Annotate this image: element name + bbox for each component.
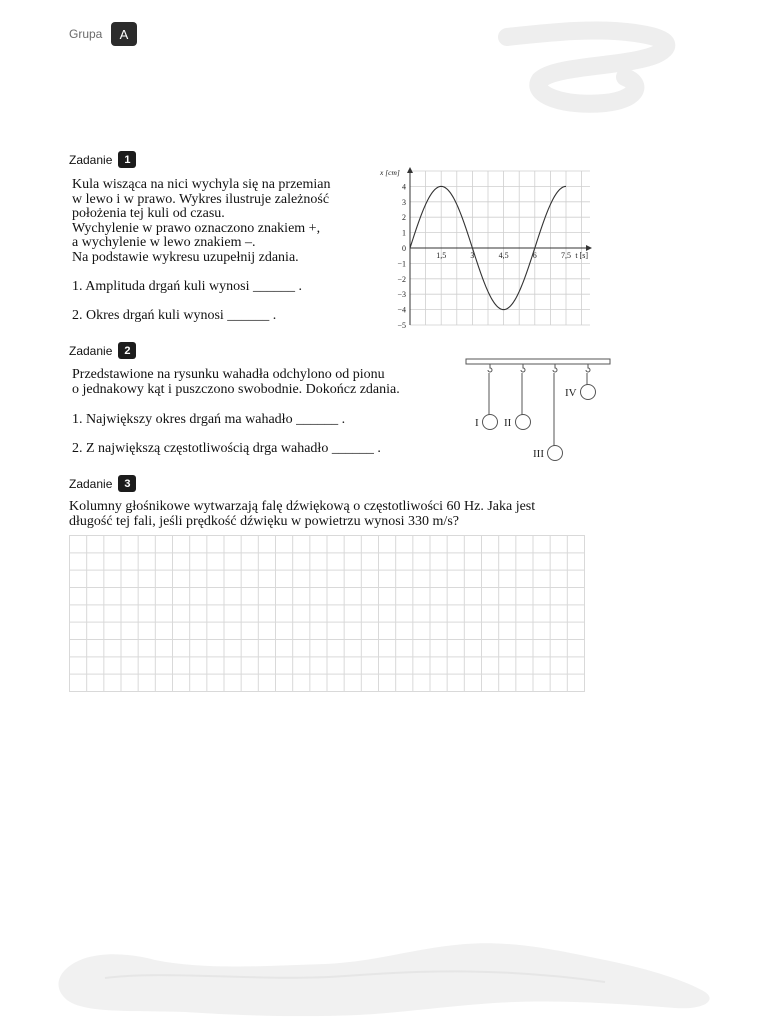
- y-tick-label: 1: [402, 228, 406, 238]
- pendulum-label-IV: IV: [565, 387, 577, 399]
- answer-grid[interactable]: [69, 535, 585, 692]
- x-tick-label: 4,5: [498, 251, 509, 260]
- y-tick-label: 2: [402, 213, 406, 223]
- pendulum-beam: [466, 359, 610, 364]
- pendulum-I-bob: [483, 415, 498, 430]
- task-2-intro-line: Przedstawione na rysunku wahadła odchylono od pionu: [72, 367, 385, 382]
- task-2-question-1[interactable]: 1. Największy okres drgań ma wahadło ______ .: [72, 412, 346, 427]
- task-1-question-1[interactable]: 1. Amplituda drgań kuli wynosi ______ .: [72, 279, 302, 294]
- task-2-number: 2: [118, 342, 136, 359]
- y-tick-label: −4: [397, 305, 406, 315]
- pendulums-figure: [462, 356, 614, 464]
- task-3-text-line: długość tej fali, jeśli prędkość dźwięku w powietrzu wynosi 330 m/s?: [69, 513, 459, 529]
- task-1-intro: [72, 178, 331, 266]
- task-1-intro-line: położenia tej kuli od czasu.: [72, 206, 225, 222]
- watermark-bottom: [45, 930, 725, 1024]
- x-tick-label: 1,5: [436, 251, 447, 260]
- y-tick-label: −5: [397, 321, 406, 330]
- task-3-text: [69, 500, 535, 529]
- task-2-header: [69, 342, 136, 359]
- y-axis-arrow: [407, 167, 413, 173]
- task-2-label: Zadanie: [69, 343, 113, 358]
- task-1-intro-line: Wychylenie w prawo oznaczono znakiem +,: [72, 220, 321, 236]
- pendulum-II-bob: [516, 415, 531, 430]
- task-2-intro-line: o jednakowy kąt i puszczono swobodnie. Dokończ zdania.: [72, 381, 400, 397]
- y-tick-label: 3: [402, 197, 406, 207]
- task-1-question-2[interactable]: 2. Okres drgań kuli wynosi ______ .: [72, 308, 277, 323]
- task-3-number: 3: [118, 475, 136, 492]
- x-tick-label: 7,5: [561, 251, 571, 260]
- task-1-header: [69, 151, 136, 168]
- y-tick-label: 0: [402, 244, 406, 253]
- task-1-intro-line: w lewo i w prawo. Wykres ilustruje zależność: [72, 191, 330, 207]
- task-1-intro-line: Na podstawie wykresu uzupełnij zdania.: [72, 249, 299, 265]
- x-tick-label: 3: [470, 251, 475, 260]
- y-tick-label: 4: [402, 182, 406, 192]
- pendulum-III-bob: [548, 446, 563, 461]
- task-3-header: [69, 475, 136, 492]
- watermark-top: [495, 15, 695, 125]
- y-axis-label: x [cm]: [380, 168, 400, 177]
- pendulum-IV-bob: [581, 385, 596, 400]
- task-3-text-line: Kolumny głośnikowe wytwarzają falę dźwiękową o częstotliwości 60 Hz. Jaka jest: [69, 499, 536, 514]
- pendulum-label-II: II: [504, 417, 512, 429]
- task-2-intro: [72, 368, 400, 397]
- task-1-number: 1: [118, 151, 136, 168]
- y-tick-label: −3: [397, 290, 406, 300]
- task-1-intro-line: Kula wisząca na nici wychyla się na przemian: [72, 177, 331, 192]
- task-1-label: Zadanie: [69, 152, 113, 167]
- x-axis-label: t [s]: [575, 251, 588, 260]
- task-3-label: Zadanie: [69, 476, 113, 491]
- pendulum-label-III: III: [533, 448, 544, 460]
- y-tick-label: −2: [397, 274, 406, 284]
- position-time-chart: [370, 165, 592, 330]
- group-badge: A: [111, 22, 137, 46]
- y-tick-label: −1: [397, 259, 406, 269]
- task-2-question-2[interactable]: 2. Z największą częstotliwością drga wahadło ______ .: [72, 441, 381, 456]
- pendulum-label-I: I: [475, 417, 479, 429]
- x-tick-label: 6: [532, 251, 537, 260]
- task-1-intro-line: a wychylenie w lewo znakiem –.: [72, 235, 256, 251]
- group-label: Grupa: [69, 27, 103, 41]
